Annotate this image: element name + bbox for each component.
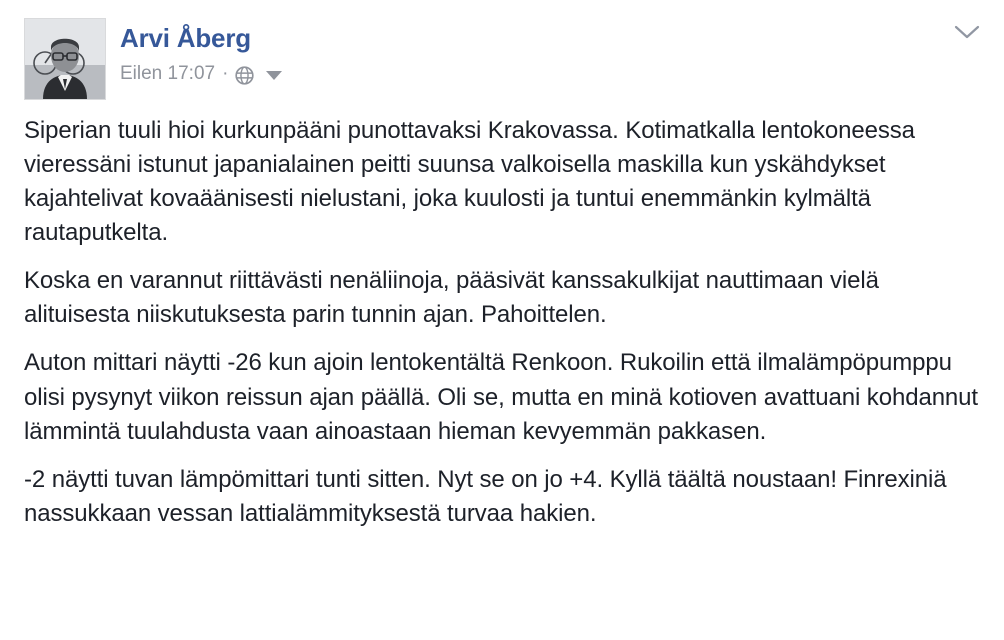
post-header — [24, 18, 980, 100]
post-body — [24, 114, 980, 531]
post-header-text — [120, 18, 944, 85]
chevron-down-icon — [954, 24, 980, 40]
author-name[interactable]: Arvi Åberg — [120, 23, 251, 53]
avatar[interactable] — [24, 18, 106, 100]
globe-icon[interactable] — [235, 66, 254, 85]
post-menu-button[interactable] — [954, 18, 980, 40]
profile-photo-image — [25, 19, 105, 99]
post-paragraph: Koska en varannut riittävästi nenäliinoja, pääsivät kanssakulkijat nauttimaan vielä alituisesta niiskutuksesta parin tunnin ajan. Pahoittelen. — [24, 267, 879, 329]
post-paragraph: Siperian tuuli hioi kurkunpääni punottavaksi Krakovassa. Kotimatkalla lentokoneessa vieressäni istunut japanialainen peitti suunsa valkoisella maskilla kun yskähdykset kajahtelivat kovaäänisesti nielustani, joka kuulosti ja tuntui enemmänkin kylmältä rautaputkelta. — [24, 117, 915, 247]
post-timestamp[interactable]: Eilen 17:07 — [120, 62, 216, 84]
meta-separator: · — [222, 62, 229, 84]
post-meta — [120, 63, 944, 85]
post-paragraph: -2 näytti tuvan lämpömittari tunti sitten. Nyt se on jo +4. Kyllä täältä noustaan! Finrexiniä nassukkaan vessan lattialämmityksestä turvaa hakien. — [24, 465, 947, 527]
post-paragraph: Auton mittari näytti -26 kun ajoin lentokentältä Renkoon. Rukoilin että ilmalämpöpumppu olisi pysynyt viikon reissun ajan päällä. Oli se, mutta en minä kotioven avattuani kohdannut lämmintä tuulahdusta vaan ainoastaan hieman kevyemmän pakkasen. — [24, 349, 979, 445]
caret-down-icon[interactable] — [266, 71, 282, 80]
